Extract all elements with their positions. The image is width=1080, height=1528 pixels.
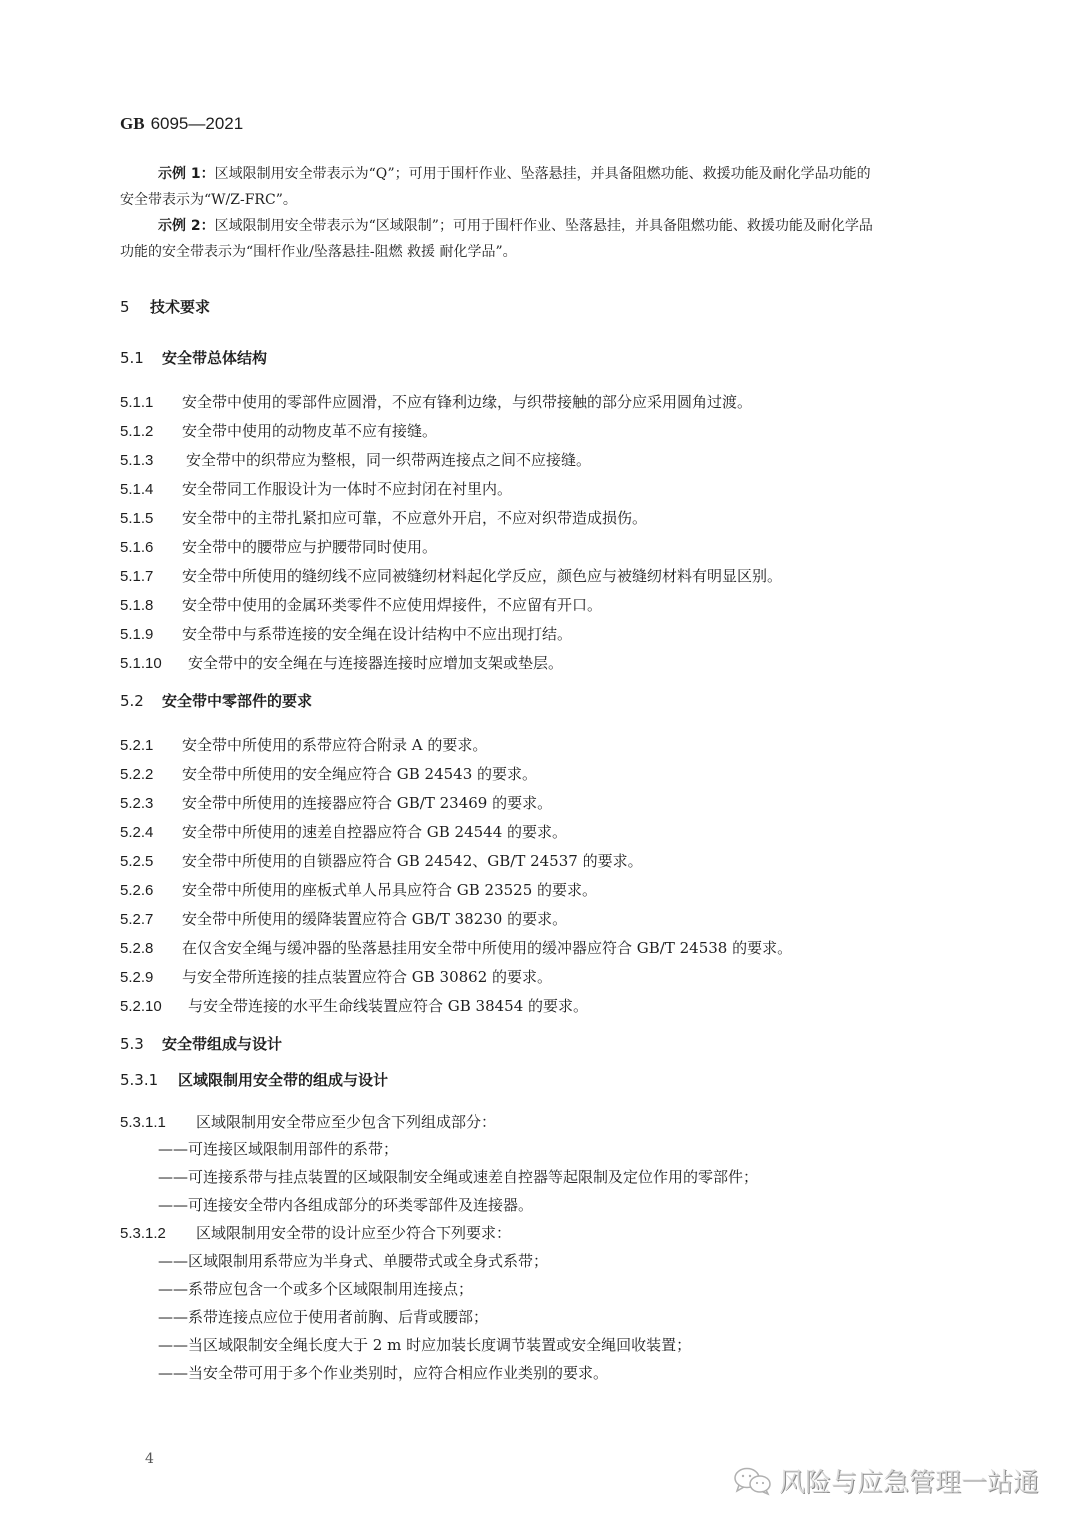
clause-text: 安全带中的安全绳在与连接器连接时应增加支架或垫层。: [188, 654, 564, 672]
clause-number: 5.2.6: [120, 882, 154, 899]
clause-item: [120, 734, 487, 755]
clause-5-3-1-1: [120, 1111, 496, 1132]
section-title: 安全带总体结构: [162, 349, 268, 367]
list-item: ——区域限制用系带应为半身式、单腰带式或全身式系带；: [158, 1252, 549, 1270]
standard-prefix: GB: [120, 114, 145, 133]
list-item: ——当安全带可用于多个作业类别时，应符合相应作业类别的要求。: [158, 1364, 609, 1382]
example-2-cont: [120, 239, 517, 265]
clause-item: [120, 420, 437, 441]
clause-number: 5.2.1: [120, 737, 154, 754]
example-1: [158, 161, 871, 187]
clause-number: 5.1.1: [120, 394, 154, 411]
section-number: 5.3.1: [120, 1071, 159, 1089]
wechat-icon: [733, 1466, 773, 1496]
clause-item: [120, 763, 537, 784]
section-number: 5.2: [120, 692, 144, 710]
clause-text: 在仅含安全绳与缓冲器的坠落悬挂用安全带中所使用的缓冲器应符合 GB/T 24538 的要求。: [182, 939, 793, 957]
clause-number: 5.1.4: [120, 481, 154, 498]
section-heading-5-2: [120, 690, 312, 711]
clause-item: [120, 478, 512, 499]
section-heading-5-3: [120, 1033, 282, 1054]
clause-number: 5.2.7: [120, 911, 154, 928]
clause-text: 与安全带连接的水平生命线装置应符合 GB 38454 的要求。: [188, 997, 589, 1015]
clause-number: 5.2.9: [120, 969, 154, 986]
standard-number: 6095—2021: [150, 114, 244, 133]
example-1-cont: [120, 187, 297, 213]
clause-text: 安全带中所使用的速差自控器应符合 GB 24544 的要求。: [182, 823, 568, 841]
section-number: 5: [120, 298, 130, 316]
clause-item: [120, 850, 643, 871]
clause-number: 5.1.9: [120, 626, 154, 643]
section-heading-5-1: [120, 347, 267, 368]
clause-number: 5.1.2: [120, 423, 154, 440]
section-number: 5.3: [120, 1035, 144, 1053]
list-item: ——可连接区域限制用部件的系带；: [158, 1140, 399, 1158]
clause-text: 安全带中所使用的缓降装置应符合 GB/T 38230 的要求。: [182, 910, 568, 928]
clause-text: 安全带中使用的动物皮革不应有接缝。: [182, 422, 438, 440]
clause-number: 5.2.2: [120, 766, 154, 783]
section-heading-5: [120, 296, 210, 317]
clause-item: [120, 594, 602, 615]
clause-item: [120, 966, 552, 987]
clause-5-3-1-2: [120, 1222, 511, 1243]
clause-number: 5.3.1.1: [120, 1114, 166, 1131]
clause-item: [120, 536, 437, 557]
clause-item: [120, 507, 647, 528]
example-text: 区域限制用安全带表示为“区域限制”；可用于围杆作业、坠落悬挂，并具备阻燃功能、救援功能及耐化学品: [214, 218, 873, 234]
clause-number: 5.1.8: [120, 597, 154, 614]
clause-text: 安全带中的腰带应与护腰带同时使用。: [182, 538, 438, 556]
clause-number: 5.1.3: [120, 452, 154, 469]
clause-number: 5.2.5: [120, 853, 154, 870]
clause-number: 5.1.5: [120, 510, 154, 527]
clause-text: 安全带中所使用的系带应符合附录 A 的要求。: [182, 736, 488, 754]
example-text: 功能的安全带表示为“围杆作业/坠落悬挂-阻燃 救援 耐化学品”。: [120, 244, 517, 260]
clause-text: 安全带中使用的零部件应圆滑，不应有锋利边缘，与织带接触的部分应采用圆角过渡。: [182, 393, 753, 411]
example-text: 安全带表示为“W/Z-FRC”。: [120, 192, 297, 208]
clause-number: 5.2.10: [120, 998, 162, 1015]
clause-item: [120, 623, 572, 644]
section-title: 安全带组成与设计: [162, 1035, 283, 1053]
section-title: 区域限制用安全带的组成与设计: [178, 1071, 389, 1089]
clause-text: 安全带中所使用的座板式单人吊具应符合 GB 23525 的要求。: [182, 881, 598, 899]
clause-text: 安全带中与系带连接的安全绳在设计结构中不应出现打结。: [182, 625, 573, 643]
list-item: ——可连接系带与挂点装置的区域限制安全绳或速差自控器等起限制及定位作用的零部件；: [158, 1168, 759, 1186]
clause-item: [120, 908, 567, 929]
clause-number: 5.1.10: [120, 655, 162, 672]
clause-number: 5.2.3: [120, 795, 154, 812]
section-heading-5-3-1: [120, 1069, 388, 1090]
section-title: 技术要求: [150, 298, 211, 316]
clause-text: 安全带中所使用的连接器应符合 GB/T 23469 的要求。: [182, 794, 553, 812]
section-number: 5.1: [120, 349, 144, 367]
clause-item: [120, 391, 752, 412]
clause-item: [120, 937, 792, 958]
clause-text: 安全带中使用的金属环类零件不应使用焊接件，不应留有开口。: [182, 596, 603, 614]
list-item: ——系带连接点应位于使用者前胸、后背或腰部；: [158, 1308, 489, 1326]
clause-item: [120, 995, 588, 1016]
clause-text: 安全带中所使用的自锁器应符合 GB 24542、GB/T 24537 的要求。: [182, 852, 643, 870]
page-number: 4: [145, 1451, 154, 1467]
standard-code: [120, 114, 243, 134]
example-label: 示例 2：: [158, 218, 215, 234]
section-title: 安全带中零部件的要求: [162, 692, 313, 710]
clause-item: [120, 879, 597, 900]
clause-text: 区域限制用安全带的设计应至少符合下列要求：: [196, 1224, 512, 1242]
clause-text: 与安全带所连接的挂点装置应符合 GB 30862 的要求。: [182, 968, 553, 986]
example-text: 区域限制用安全带表示为“Q”；可用于围杆作业、坠落悬挂，并具备阻燃功能、救援功能及耐化学品功能的: [214, 166, 871, 182]
list-item: ——系带应包含一个或多个区域限制用连接点；: [158, 1280, 474, 1298]
clause-item: [120, 792, 552, 813]
clause-text: 安全带中的织带应为整根，同一织带两连接点之间不应接缝。: [186, 451, 592, 469]
list-item: ——可连接安全带内各组成部分的环类零部件及连接器。: [158, 1196, 534, 1214]
clause-number: 5.2.8: [120, 940, 154, 957]
clause-item: [120, 821, 567, 842]
clause-text: 区域限制用安全带应至少包含下列组成部分：: [196, 1113, 497, 1131]
clause-number: 5.1.7: [120, 568, 154, 585]
clause-text: 安全带中所使用的缝纫线不应同被缝纫材料起化学反应，颜色应与被缝纫材料有明显区别。: [182, 567, 783, 585]
clause-item: [120, 449, 591, 470]
watermark-text: 风险与应急管理一站通: [779, 1468, 1040, 1498]
clause-number: 5.2.4: [120, 824, 154, 841]
clause-item: [120, 565, 782, 586]
clause-item: [120, 652, 563, 673]
clause-number: 5.1.6: [120, 539, 154, 556]
clause-text: 安全带中所使用的安全绳应符合 GB 24543 的要求。: [182, 765, 538, 783]
example-2: [158, 213, 873, 239]
watermark: [733, 1462, 1039, 1499]
clause-number: 5.3.1.2: [120, 1225, 166, 1242]
example-label: 示例 1：: [158, 166, 215, 182]
clause-text: 安全带同工作服设计为一体时不应封闭在衬里内。: [182, 480, 513, 498]
list-item: ——当区域限制安全绳长度大于 2 m 时应加装长度调节装置或安全绳回收装置；: [158, 1336, 692, 1354]
clause-text: 安全带中的主带扎紧扣应可靠，不应意外开启，不应对织带造成损伤。: [182, 509, 648, 527]
